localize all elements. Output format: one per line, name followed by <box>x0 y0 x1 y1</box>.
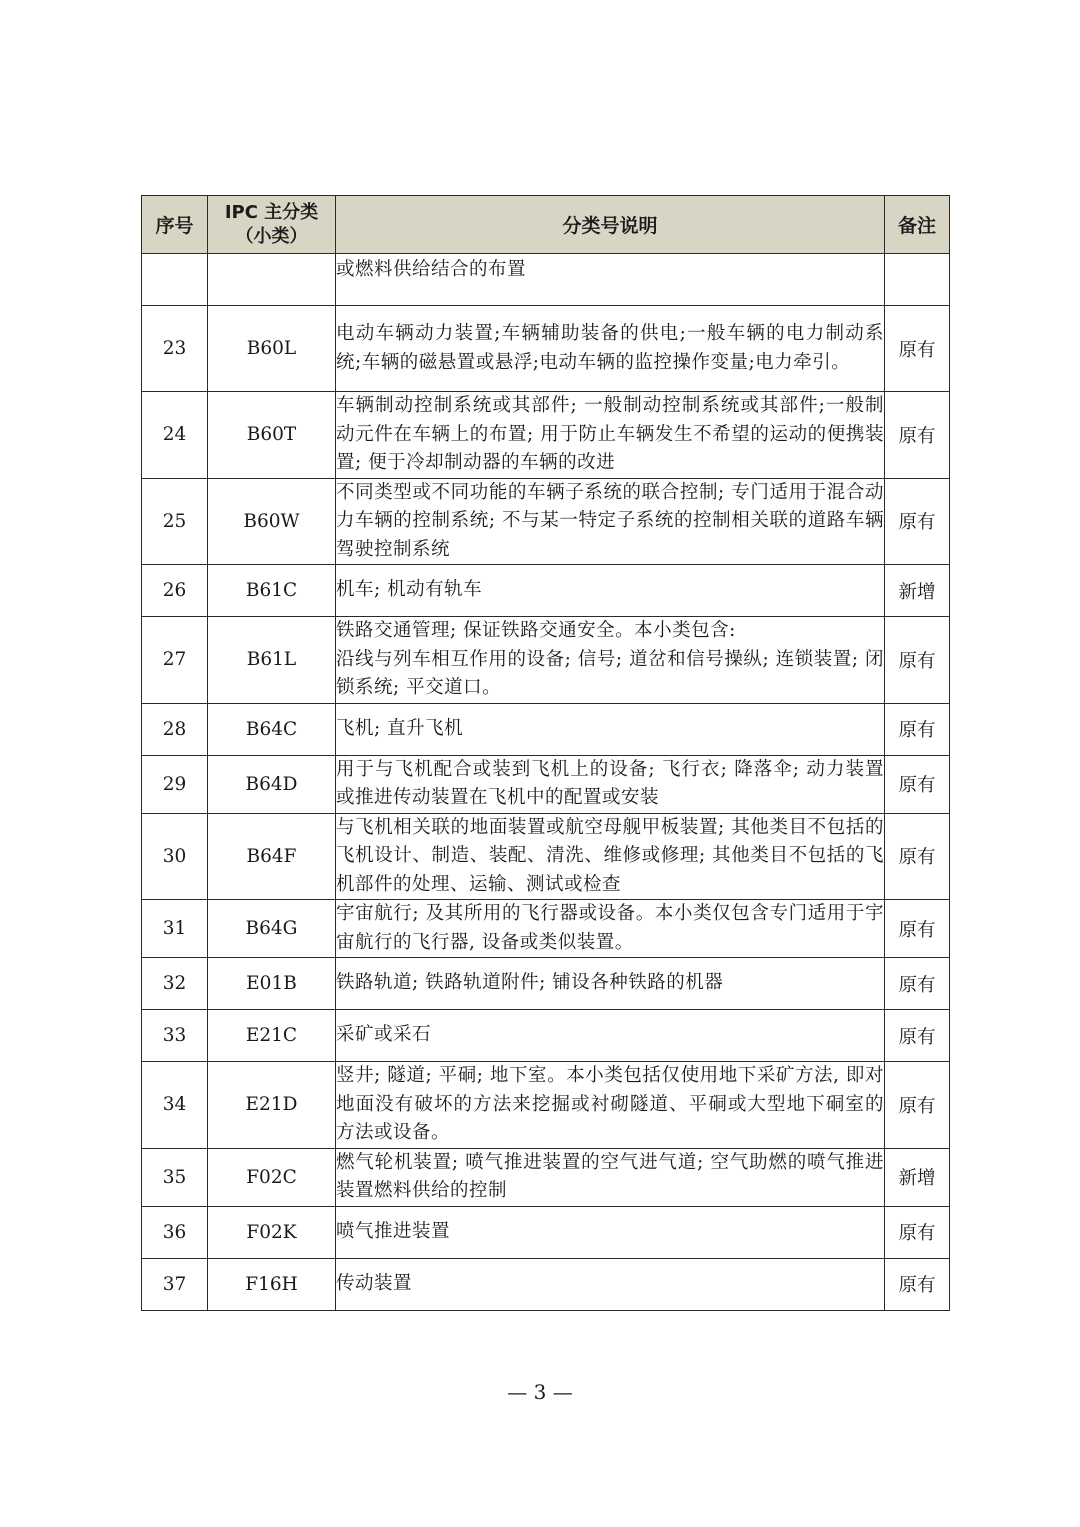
row-note: 原有 <box>885 1258 950 1310</box>
table-row <box>142 755 950 813</box>
header-ipc-line2: （小类） <box>235 225 308 247</box>
row-ipc-code <box>208 254 336 306</box>
row-ipc-code: F02K <box>208 1206 336 1258</box>
row-seq: 33 <box>142 1010 208 1062</box>
row-description: 与飞机相关联的地面装置或航空母舰甲板装置; 其他类目不包括的飞机设计、制造、装配、清洗、维修或修理; 其他类目不包括的飞机部件的处理、运输、测试或检查 <box>336 813 885 900</box>
row-seq: 36 <box>142 1206 208 1258</box>
row-note: 原有 <box>885 478 950 565</box>
header-ipc <box>208 196 336 254</box>
table-row <box>142 958 950 1010</box>
row-ipc-code: E21C <box>208 1010 336 1062</box>
table-row <box>142 1206 950 1258</box>
row-description: 不同类型或不同功能的车辆子系统的联合控制; 专门适用于混合动力车辆的控制系统; 不与某一特定子系统的控制相关联的道路车辆驾驶控制系统 <box>336 478 885 565</box>
row-ipc-code: F16H <box>208 1258 336 1310</box>
table-row <box>142 1148 950 1206</box>
row-note: 原有 <box>885 392 950 479</box>
table-row <box>142 1010 950 1062</box>
row-ipc-code: B64C <box>208 703 336 755</box>
row-seq: 23 <box>142 306 208 392</box>
row-description: 铁路轨道; 铁路轨道附件; 铺设各种铁路的机器 <box>336 958 885 1010</box>
row-description: 采矿或采石 <box>336 1010 885 1062</box>
row-seq: 28 <box>142 703 208 755</box>
row-ipc-code: B61L <box>208 617 336 704</box>
row-note: 原有 <box>885 900 950 958</box>
row-description: 燃气轮机装置; 喷气推进装置的空气进气道; 空气助燃的喷气推进装置燃料供给的控制 <box>336 1148 885 1206</box>
row-note: 原有 <box>885 1206 950 1258</box>
row-ipc-code: E21D <box>208 1062 336 1149</box>
header-description: 分类号说明 <box>336 196 885 254</box>
row-seq: 24 <box>142 392 208 479</box>
header-ipc-line1: IPC 主分类 <box>224 201 319 223</box>
row-seq: 26 <box>142 565 208 617</box>
table-row <box>142 306 950 392</box>
row-note: 原有 <box>885 617 950 704</box>
row-note: 原有 <box>885 755 950 813</box>
row-note: 新增 <box>885 1148 950 1206</box>
row-note: 原有 <box>885 306 950 392</box>
row-note <box>885 254 950 306</box>
row-description: 飞机; 直升飞机 <box>336 703 885 755</box>
row-ipc-code: E01B <box>208 958 336 1010</box>
row-seq: 35 <box>142 1148 208 1206</box>
row-description: 铁路交通管理; 保证铁路交通安全。本小类包含: 沿线与列车相互作用的设备; 信号; 道岔和信号操纵; 连锁装置; 闭锁系统; 平交道口。 <box>336 617 885 704</box>
row-seq <box>142 254 208 306</box>
row-ipc-code: B64G <box>208 900 336 958</box>
row-description: 竖井; 隧道; 平硐; 地下室。本小类包括仅使用地下采矿方法, 即对地面没有破坏的方法来挖掘或衬砌隧道、平硐或大型地下硐室的方法或设备。 <box>336 1062 885 1149</box>
row-description: 或燃料供给结合的布置 <box>336 254 885 306</box>
row-description: 电动车辆动力装置;车辆辅助装备的供电;一般车辆的电力制动系统;车辆的磁悬置或悬浮;电动车辆的监控操作变量;电力牵引。 <box>336 306 885 392</box>
row-note: 原有 <box>885 1010 950 1062</box>
row-note: 原有 <box>885 958 950 1010</box>
row-description: 喷气推进装置 <box>336 1206 885 1258</box>
table-row <box>142 617 950 704</box>
table-row <box>142 392 950 479</box>
row-description: 车辆制动控制系统或其部件; 一般制动控制系统或其部件;一般制动元件在车辆上的布置; 用于防止车辆发生不希望的运动的便携装置; 便于冷却制动器的车辆的改进 <box>336 392 885 479</box>
row-ipc-code: B64F <box>208 813 336 900</box>
row-note: 原有 <box>885 1062 950 1149</box>
row-description: 传动装置 <box>336 1258 885 1310</box>
row-description: 机车; 机动有轨车 <box>336 565 885 617</box>
row-seq: 37 <box>142 1258 208 1310</box>
header-seq: 序号 <box>142 196 208 254</box>
table-row <box>142 478 950 565</box>
row-ipc-code: B60T <box>208 392 336 479</box>
row-seq: 27 <box>142 617 208 704</box>
table-row <box>142 565 950 617</box>
row-ipc-code: B60W <box>208 478 336 565</box>
row-seq: 30 <box>142 813 208 900</box>
row-seq: 34 <box>142 1062 208 1149</box>
row-note: 原有 <box>885 703 950 755</box>
row-description: 用于与飞机配合或装到飞机上的设备; 飞行衣; 降落伞; 动力装置或推进传动装置在飞机中的配置或安装 <box>336 755 885 813</box>
row-seq: 29 <box>142 755 208 813</box>
table-row <box>142 1258 950 1310</box>
row-seq: 32 <box>142 958 208 1010</box>
table-row <box>142 813 950 900</box>
row-ipc-code: F02C <box>208 1148 336 1206</box>
row-ipc-code: B60L <box>208 306 336 392</box>
table-header-row <box>142 196 950 254</box>
page-number: — 3 — <box>507 1380 573 1404</box>
row-description: 宇宙航行; 及其所用的飞行器或设备。本小类仅包含专门适用于宇宙航行的飞行器, 设备或类似装置。 <box>336 900 885 958</box>
table-row <box>142 1062 950 1149</box>
table-row <box>142 703 950 755</box>
row-seq: 31 <box>142 900 208 958</box>
row-note: 新增 <box>885 565 950 617</box>
ipc-classification-table <box>141 195 950 1311</box>
row-ipc-code: B64D <box>208 755 336 813</box>
row-note: 原有 <box>885 813 950 900</box>
header-note: 备注 <box>885 196 950 254</box>
row-ipc-code: B61C <box>208 565 336 617</box>
table-row <box>142 900 950 958</box>
table-row <box>142 254 950 306</box>
row-seq: 25 <box>142 478 208 565</box>
